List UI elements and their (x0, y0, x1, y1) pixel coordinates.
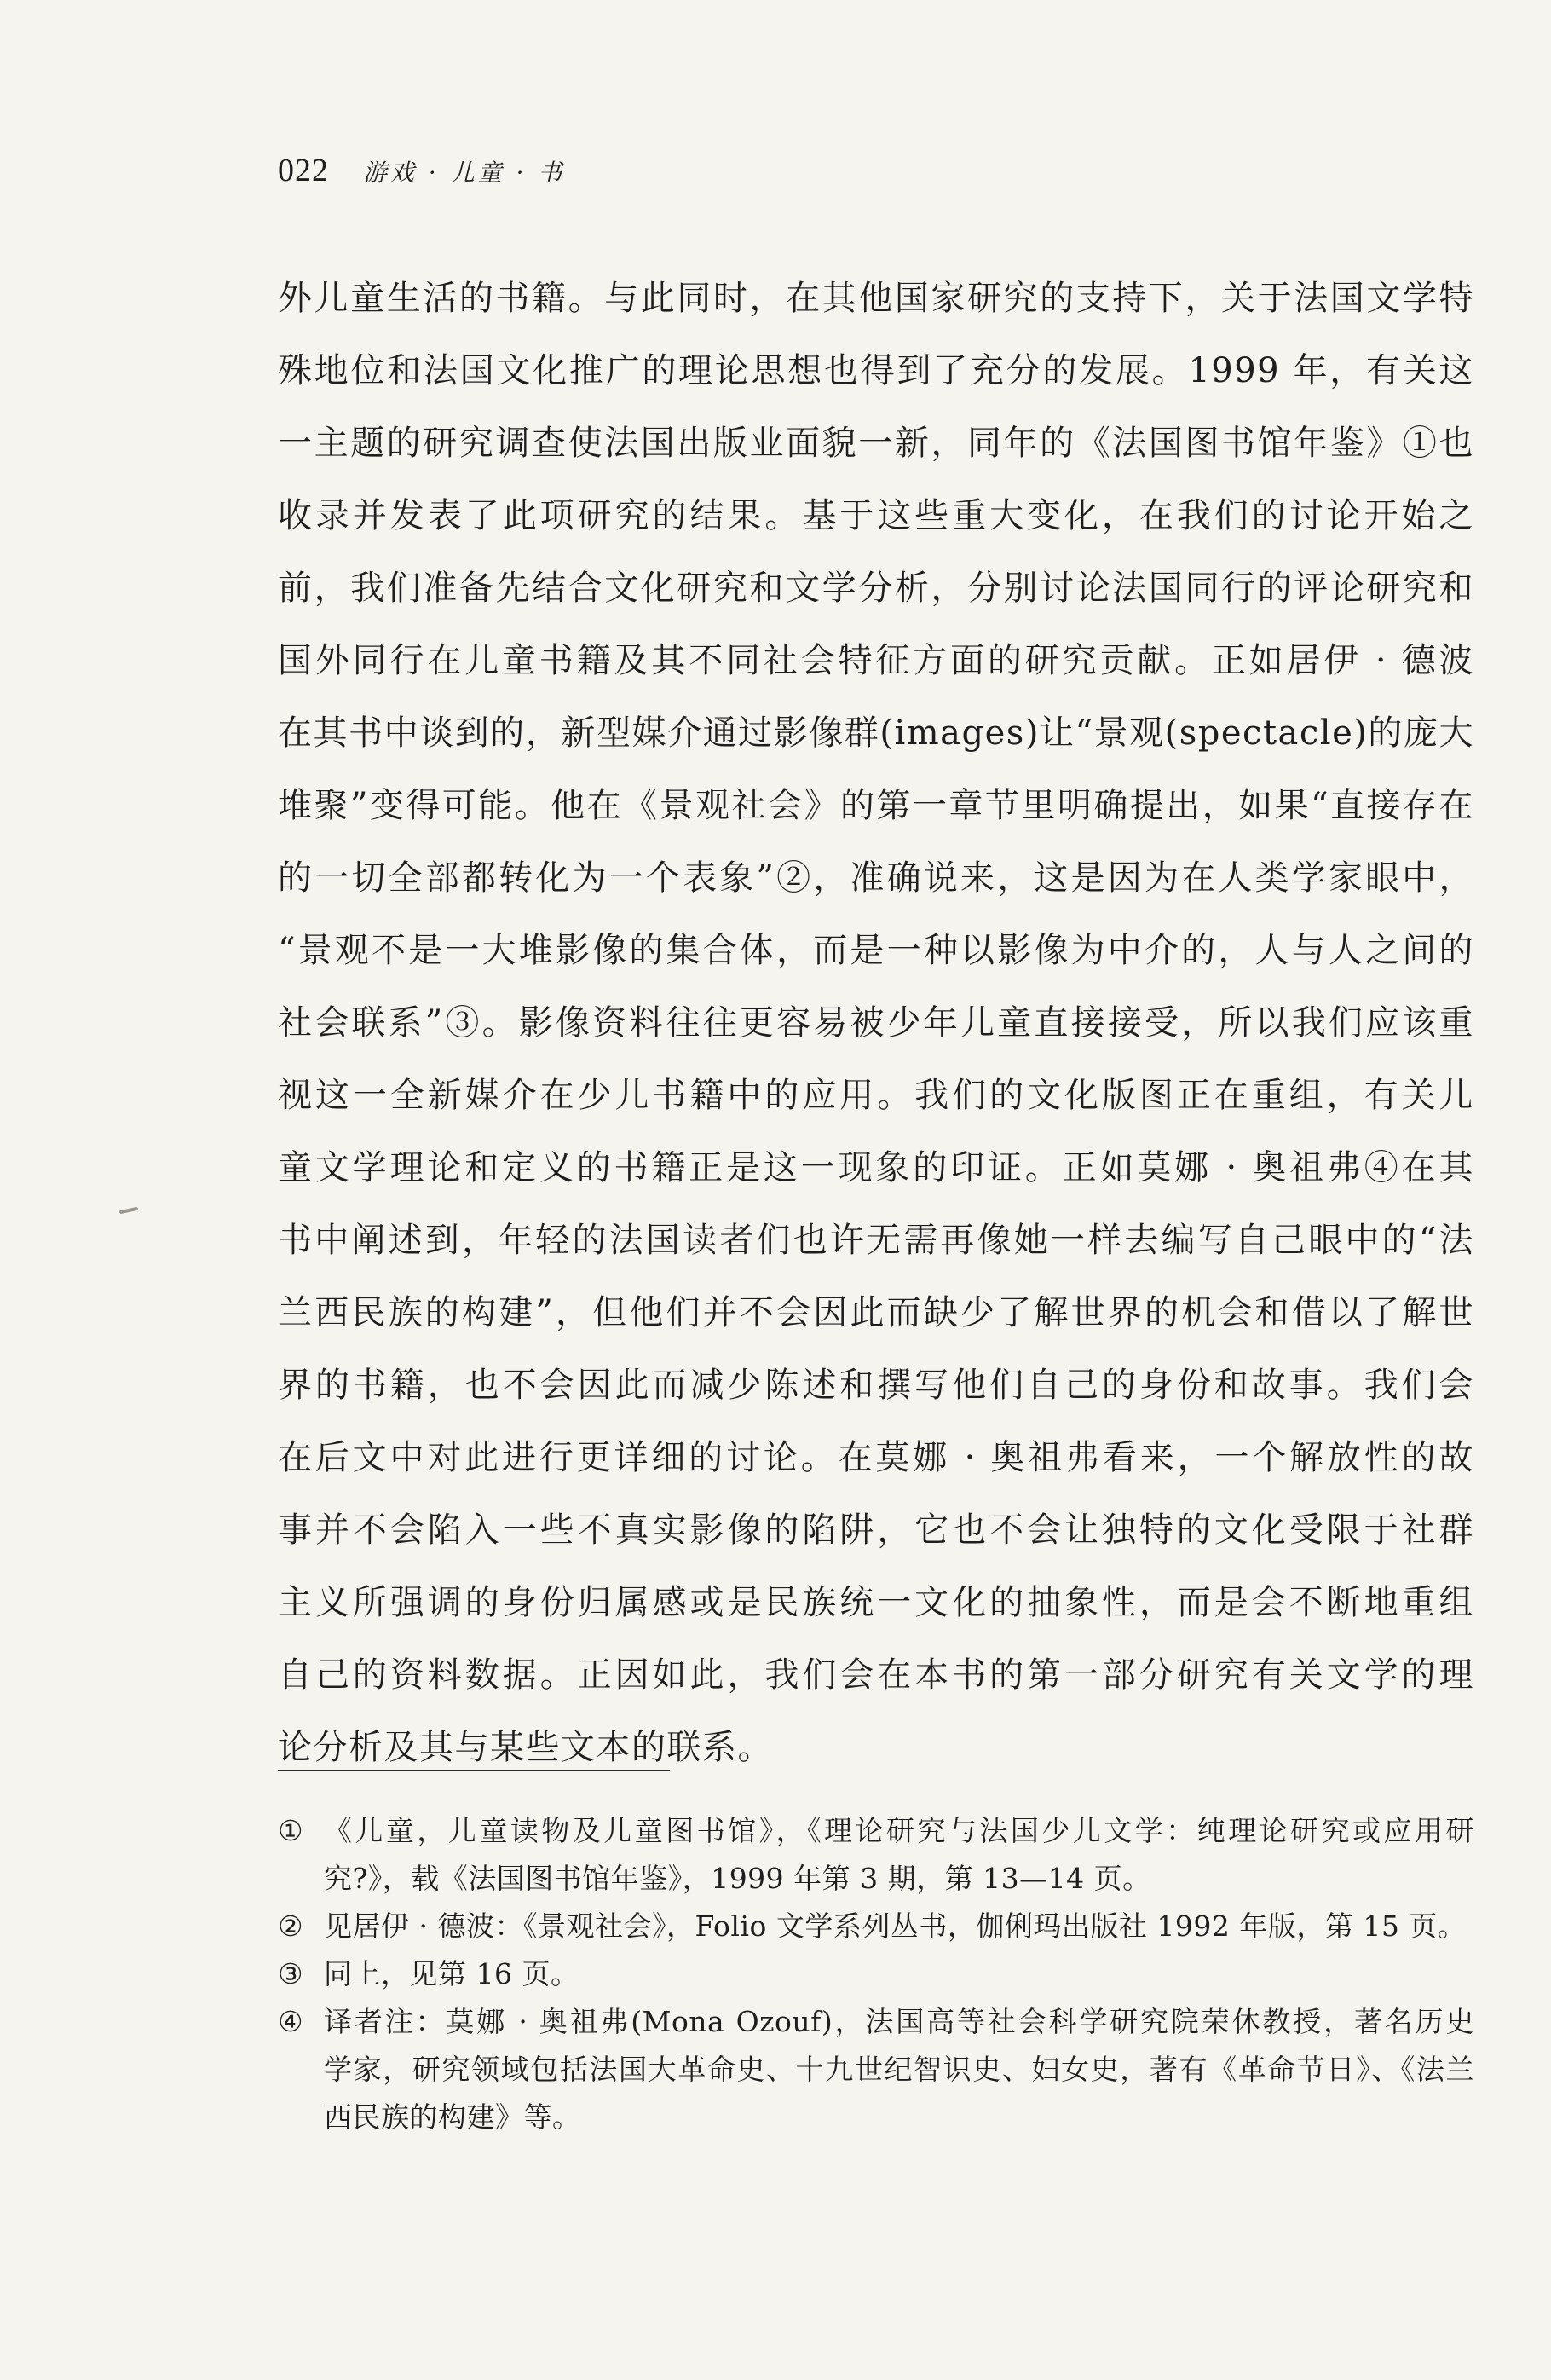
footnotes (278, 1807, 1474, 2141)
body-line: 视这一全新媒介在少儿书籍中的应用。我们的文化版图正在重组，有关儿 (278, 1076, 1474, 1115)
footnote-1 (278, 1807, 1474, 1903)
body-line: 事并不会陷入一些不真实影像的陷阱，它也不会让独特的文化受限于社群 (278, 1511, 1474, 1550)
body-line: 界的书籍，也不会因此而减少陈述和撰写他们自己的身份和故事。我们会 (278, 1366, 1474, 1405)
body-line: 一主题的研究调查使法国出版业面貌一新，同年的《法国图书馆年鉴》①也 (278, 424, 1474, 463)
footnote-mark: ② (278, 1909, 304, 1943)
body-text (278, 263, 1474, 1784)
running-head (278, 152, 565, 203)
body-line: 书中阐述到，年轻的法国读者们也许无需再像她一样去编写自己眼中的“法 (278, 1221, 1474, 1260)
footnote-line: 同上，见第 16 页。 (324, 1957, 579, 1990)
running-title: 游戏 · 儿童 · 书 (363, 159, 566, 187)
footnote-2 (278, 1903, 1474, 1950)
body-line: 外儿童生活的书籍。与此同时，在其他国家研究的支持下，关于法国文学特 (278, 279, 1474, 318)
body-line-last: 论分析及其与某些文本的联系。 (278, 1728, 773, 1767)
body-line: 主义所强调的身份归属感或是民族统一文化的抽象性，而是会不断地重组 (278, 1583, 1474, 1622)
body-line: 兰西民族的构建”，但他们并不会因此而缺少了解世界的机会和借以了解世 (278, 1293, 1474, 1332)
footnote-line: 译者注：莫娜 · 奥祖弗(Mona Ozouf)，法国高等社会科学研究院荣休教授，著名历史 (324, 2005, 1474, 2038)
body-line: 社会联系”③。影像资料往往更容易被少年儿童直接接受，所以我们应该重 (278, 1003, 1474, 1043)
page-number: 022 (278, 153, 329, 188)
footnote-line: 西民族的构建》等。 (324, 2100, 581, 2134)
footnote-3 (278, 1950, 1474, 1998)
margin-speck (119, 1207, 138, 1214)
footnote-divider (278, 1770, 670, 1771)
body-line: 国外同行在儿童书籍及其不同社会特征方面的研究贡献。正如居伊 · 德波 (278, 641, 1474, 680)
footnote-mark: ① (278, 1814, 304, 1847)
body-line: 堆聚”变得可能。他在《景观社会》的第一章节里明确提出，如果“直接存在 (278, 786, 1474, 825)
footnote-line: 学家，研究领域包括法国大革命史、十九世纪智识史、妇女史，著有《革命节日》、《法兰 (324, 2053, 1474, 2086)
footnote-mark: ④ (278, 2005, 304, 2038)
footnote-mark: ③ (278, 1957, 304, 1990)
body-line: 殊地位和法国文化推广的理论思想也得到了充分的发展。1999 年，有关这 (278, 351, 1474, 390)
body-line: 的一切全部都转化为一个表象”②，准确说来，这是因为在人类学家眼中， (278, 858, 1474, 898)
body-line: 在后文中对此进行更详细的讨论。在莫娜 · 奥祖弗看来，一个解放性的故 (278, 1438, 1474, 1477)
footnote-line: 《儿童，儿童读物及儿童图书馆》，《理论研究与法国少儿文学：纯理论研究或应用研 (324, 1814, 1474, 1847)
body-line: “景观不是一大堆影像的集合体，而是一种以影像为中介的，人与人之间的 (278, 931, 1474, 970)
body-line: 前，我们准备先结合文化研究和文学分析，分别讨论法国同行的评论研究和 (278, 569, 1474, 608)
footnote-4 (278, 1998, 1474, 2141)
footnote-line: 究?》，载《法国图书馆年鉴》，1999 年第 3 期，第 13—14 页。 (324, 1862, 1151, 1895)
body-line: 自己的资料数据。正因如此，我们会在本书的第一部分研究有关文学的理 (278, 1655, 1474, 1695)
body-line: 收录并发表了此项研究的结果。基于这些重大变化，在我们的讨论开始之 (278, 496, 1474, 535)
body-line: 童文学理论和定义的书籍正是这一现象的印证。正如莫娜 · 奥祖弗④在其 (278, 1148, 1474, 1187)
body-line: 在其书中谈到的，新型媒介通过影像群(images)让“景观(spectacle)的庞大 (278, 713, 1474, 753)
footnote-line: 见居伊 · 德波：《景观社会》，Folio 文学系列丛书，伽俐玛出版社 1992 年版，第 15 页。 (324, 1909, 1467, 1943)
